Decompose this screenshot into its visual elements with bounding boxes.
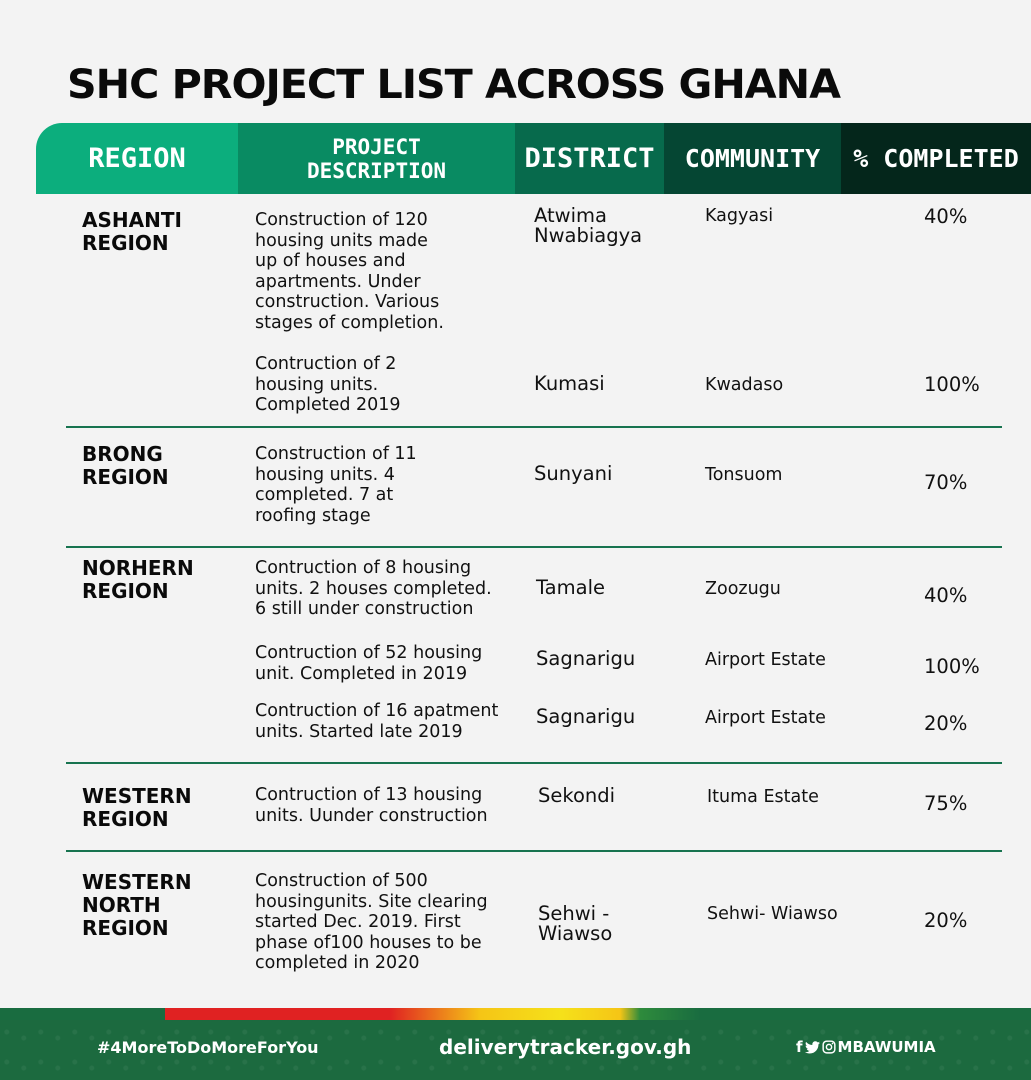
header-region (36, 123, 238, 194)
row-1-completed: 100% (924, 373, 980, 396)
row-5-completed: 20% (924, 712, 968, 735)
row-2-completed: 70% (924, 471, 968, 494)
row-3-completed: 40% (924, 584, 968, 607)
row-divider (66, 426, 1002, 428)
header-district (515, 123, 664, 194)
twitter-icon[interactable] (805, 1041, 820, 1054)
row-6-community: Ituma Estate (707, 787, 819, 807)
footer-hashtag: #4MoreToDoMoreForYou (97, 1038, 319, 1057)
row-5-community: Airport Estate (705, 708, 826, 728)
row-4-description: Contruction of 52 housing unit. Completed in 2019 (255, 643, 483, 684)
row-7-district: Sehwi - Wiawso (538, 902, 613, 945)
row-1-description: Contruction of 2 housing units. Completed 2019 (255, 354, 401, 415)
row-2-community: Tonsuom (705, 465, 783, 485)
header-completed-label: % COMPLETED (853, 144, 1019, 173)
facebook-icon[interactable]: f (796, 1038, 803, 1056)
row-4-community: Airport Estate (705, 650, 826, 670)
row-6-region: WESTERN REGION (82, 784, 192, 831)
page-title: SHC PROJECT LIST ACROSS GHANA (67, 62, 840, 108)
row-6-completed: 75% (924, 792, 968, 815)
footer-website-link[interactable]: deliverytracker.gov.gh (439, 1035, 692, 1059)
row-0-region: ASHANTI REGION (82, 208, 182, 255)
footer-social[interactable] (796, 1038, 936, 1056)
row-7-completed: 20% (924, 909, 968, 932)
row-1-district: Kumasi (534, 372, 605, 395)
row-7-region: WESTERN NORTH REGION (82, 870, 192, 940)
row-0-description: Construction of 120 housing units made up of houses and apartments. Under construction. Various stages of completion. (255, 210, 444, 333)
row-0-district: Atwima Nwabiagya (534, 204, 643, 247)
row-2-district: Sunyani (534, 462, 613, 485)
instagram-icon[interactable] (822, 1040, 836, 1054)
footer-social-handle[interactable]: MBAWUMIA (837, 1038, 936, 1056)
row-5-district: Sagnarigu (536, 705, 636, 728)
row-7-community: Sehwi- Wiawso (707, 904, 838, 924)
row-3-description: Contruction of 8 housing units. 2 houses completed. 6 still under construction (255, 558, 492, 619)
header-description (238, 123, 515, 194)
row-divider (66, 850, 1002, 852)
row-divider (66, 762, 1002, 764)
header-completed (841, 123, 1031, 194)
row-5-description: Contruction of 16 apatment units. Started late 2019 (255, 701, 499, 742)
row-7-description: Construction of 500 housingunits. Site clearing started Dec. 2019. First phase of100 houses to be completed in 2020 (255, 871, 488, 973)
row-3-community: Zoozugu (705, 579, 781, 599)
row-4-district: Sagnarigu (536, 647, 636, 670)
header-district-label: DISTRICT (524, 143, 655, 174)
row-6-description: Contruction of 13 housing units. Uunder construction (255, 785, 488, 826)
row-0-completed: 40% (924, 205, 968, 228)
row-4-completed: 100% (924, 655, 980, 678)
header-community-label: COMMUNITY (684, 144, 821, 173)
row-6-district: Sekondi (538, 784, 616, 807)
row-divider (66, 546, 1002, 548)
row-3-district: Tamale (536, 576, 605, 599)
header-region-label: REGION (88, 143, 186, 174)
row-1-community: Kwadaso (705, 375, 784, 395)
row-0-community: Kagyasi (705, 206, 774, 226)
row-2-description: Construction of 11 housing units. 4 completed. 7 at roofing stage (255, 444, 417, 526)
row-3-region: NORHERN REGION (82, 556, 194, 603)
header-description-line2: DESCRIPTION (306, 158, 447, 183)
row-2-region: BRONG REGION (82, 442, 169, 489)
header-community (664, 123, 841, 194)
header-description-line1: PROJECT (332, 134, 421, 159)
